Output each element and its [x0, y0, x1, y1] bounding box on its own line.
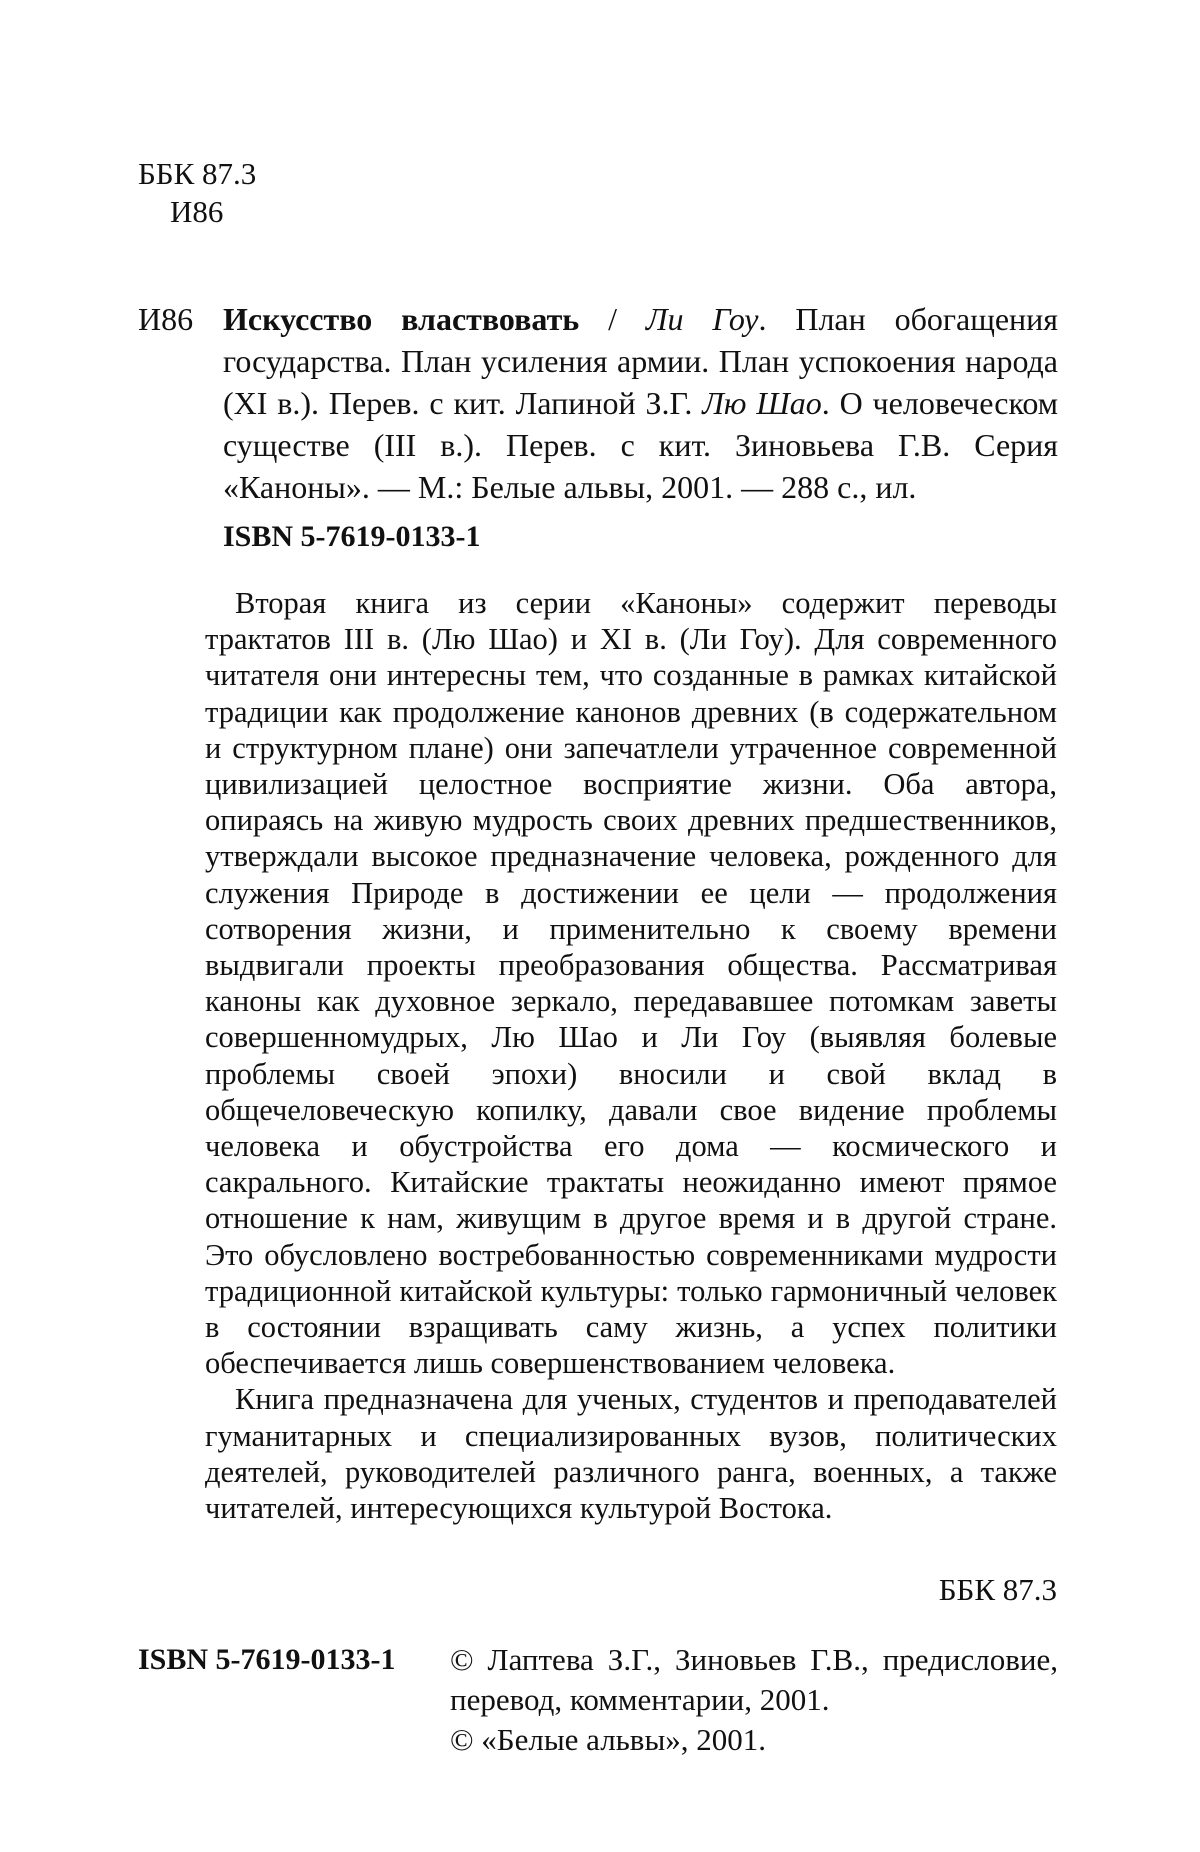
- entry-part-1: . План обогащения государства. План усиления армии. План успокоения народа (XI в.). Перев. с кит. Лапиной З.Г.: [223, 301, 1059, 421]
- bottom-bbk-code: ББК 87.3: [938, 1572, 1057, 1607]
- imprint-footer: [138, 1640, 1058, 1760]
- annotation-paragraph-1: Вторая книга из серии «Каноны» содержит переводы трактатов III в. (Лю Шао) и XI в. (Ли Гоу). Для современного читателя они интересны тем, что созданные в рамках китайской традиции как продолжение канонов древних (в содержательном и структурном плане) они запечатлели утраченное современной цивилизацией целостное восприятие жизни. Оба автора, опираясь на живую мудрость своих древних предшественников, утверждали высокое предназначение человека, рожденного для служения Природе в достижении ее цели — продолжения сотворения жизни, и применительно к своему времени выдвигали проекты преобразования общества. Рассматривая каноны как духовное зеркало, передававшее потомкам заветы совершенномудрых, Лю Шао и Ли Гоу (выявляя болевые проблемы своей эпохи) вносили и свой вклад в общечеловеческую копилку, давали свое видение проблемы человека и обустройства его дома — космического и сакрального. Китайские трактаты неожиданно имеют прямое отношение к нам, живущим в другое время и в другой стране. Это обусловлено востребованностью современниками мудрости традиционной китайской культуры: только гармоничный человек в состоянии взращивать саму жизнь, а успех политики обеспечивается лишь совершенствованием человека.: [205, 586, 1057, 1381]
- entry-part-2: . О человеческом существе (III в.). Перев. с кит. Зиновьева Г.В. Серия «Каноны». — М.: Белые альвы, 2001. — 288 с., ил.: [223, 385, 1059, 505]
- entry-description: [223, 298, 1058, 508]
- copyright-block: [450, 1640, 1058, 1760]
- footer-isbn: ISBN 5-7619-0133-1: [138, 1643, 396, 1676]
- classification-codes: [138, 155, 256, 231]
- annotation: [205, 585, 1057, 1526]
- copyright-translators: © Лаптева З.Г., Зиновьев Г.В., предисловие, перевод, комментарии, 2001.: [450, 1642, 1058, 1717]
- title-separator: /: [579, 301, 646, 337]
- bibliographic-entry: [138, 298, 1058, 558]
- author-code: И86: [170, 194, 224, 229]
- entry-code: И86: [138, 301, 194, 337]
- book-title: Искусство властвовать: [223, 301, 580, 337]
- annotation-paragraph-2: Книга предназначена для ученых, студентов и преподавателей гуманитарных и специализированных вузов, политических деятелей, руководителей различного ранга, военных, а также читателей, интересующихся культурой Востока.: [205, 1382, 1057, 1526]
- bbk-code: ББК 87.3: [138, 156, 257, 191]
- author-name-2: Лю Шао: [702, 385, 822, 421]
- copyright-publisher: © «Белые альвы», 2001.: [450, 1722, 767, 1757]
- entry-isbn: ISBN 5-7619-0133-1: [223, 520, 481, 553]
- author-name-1: Ли Гоу: [645, 301, 759, 337]
